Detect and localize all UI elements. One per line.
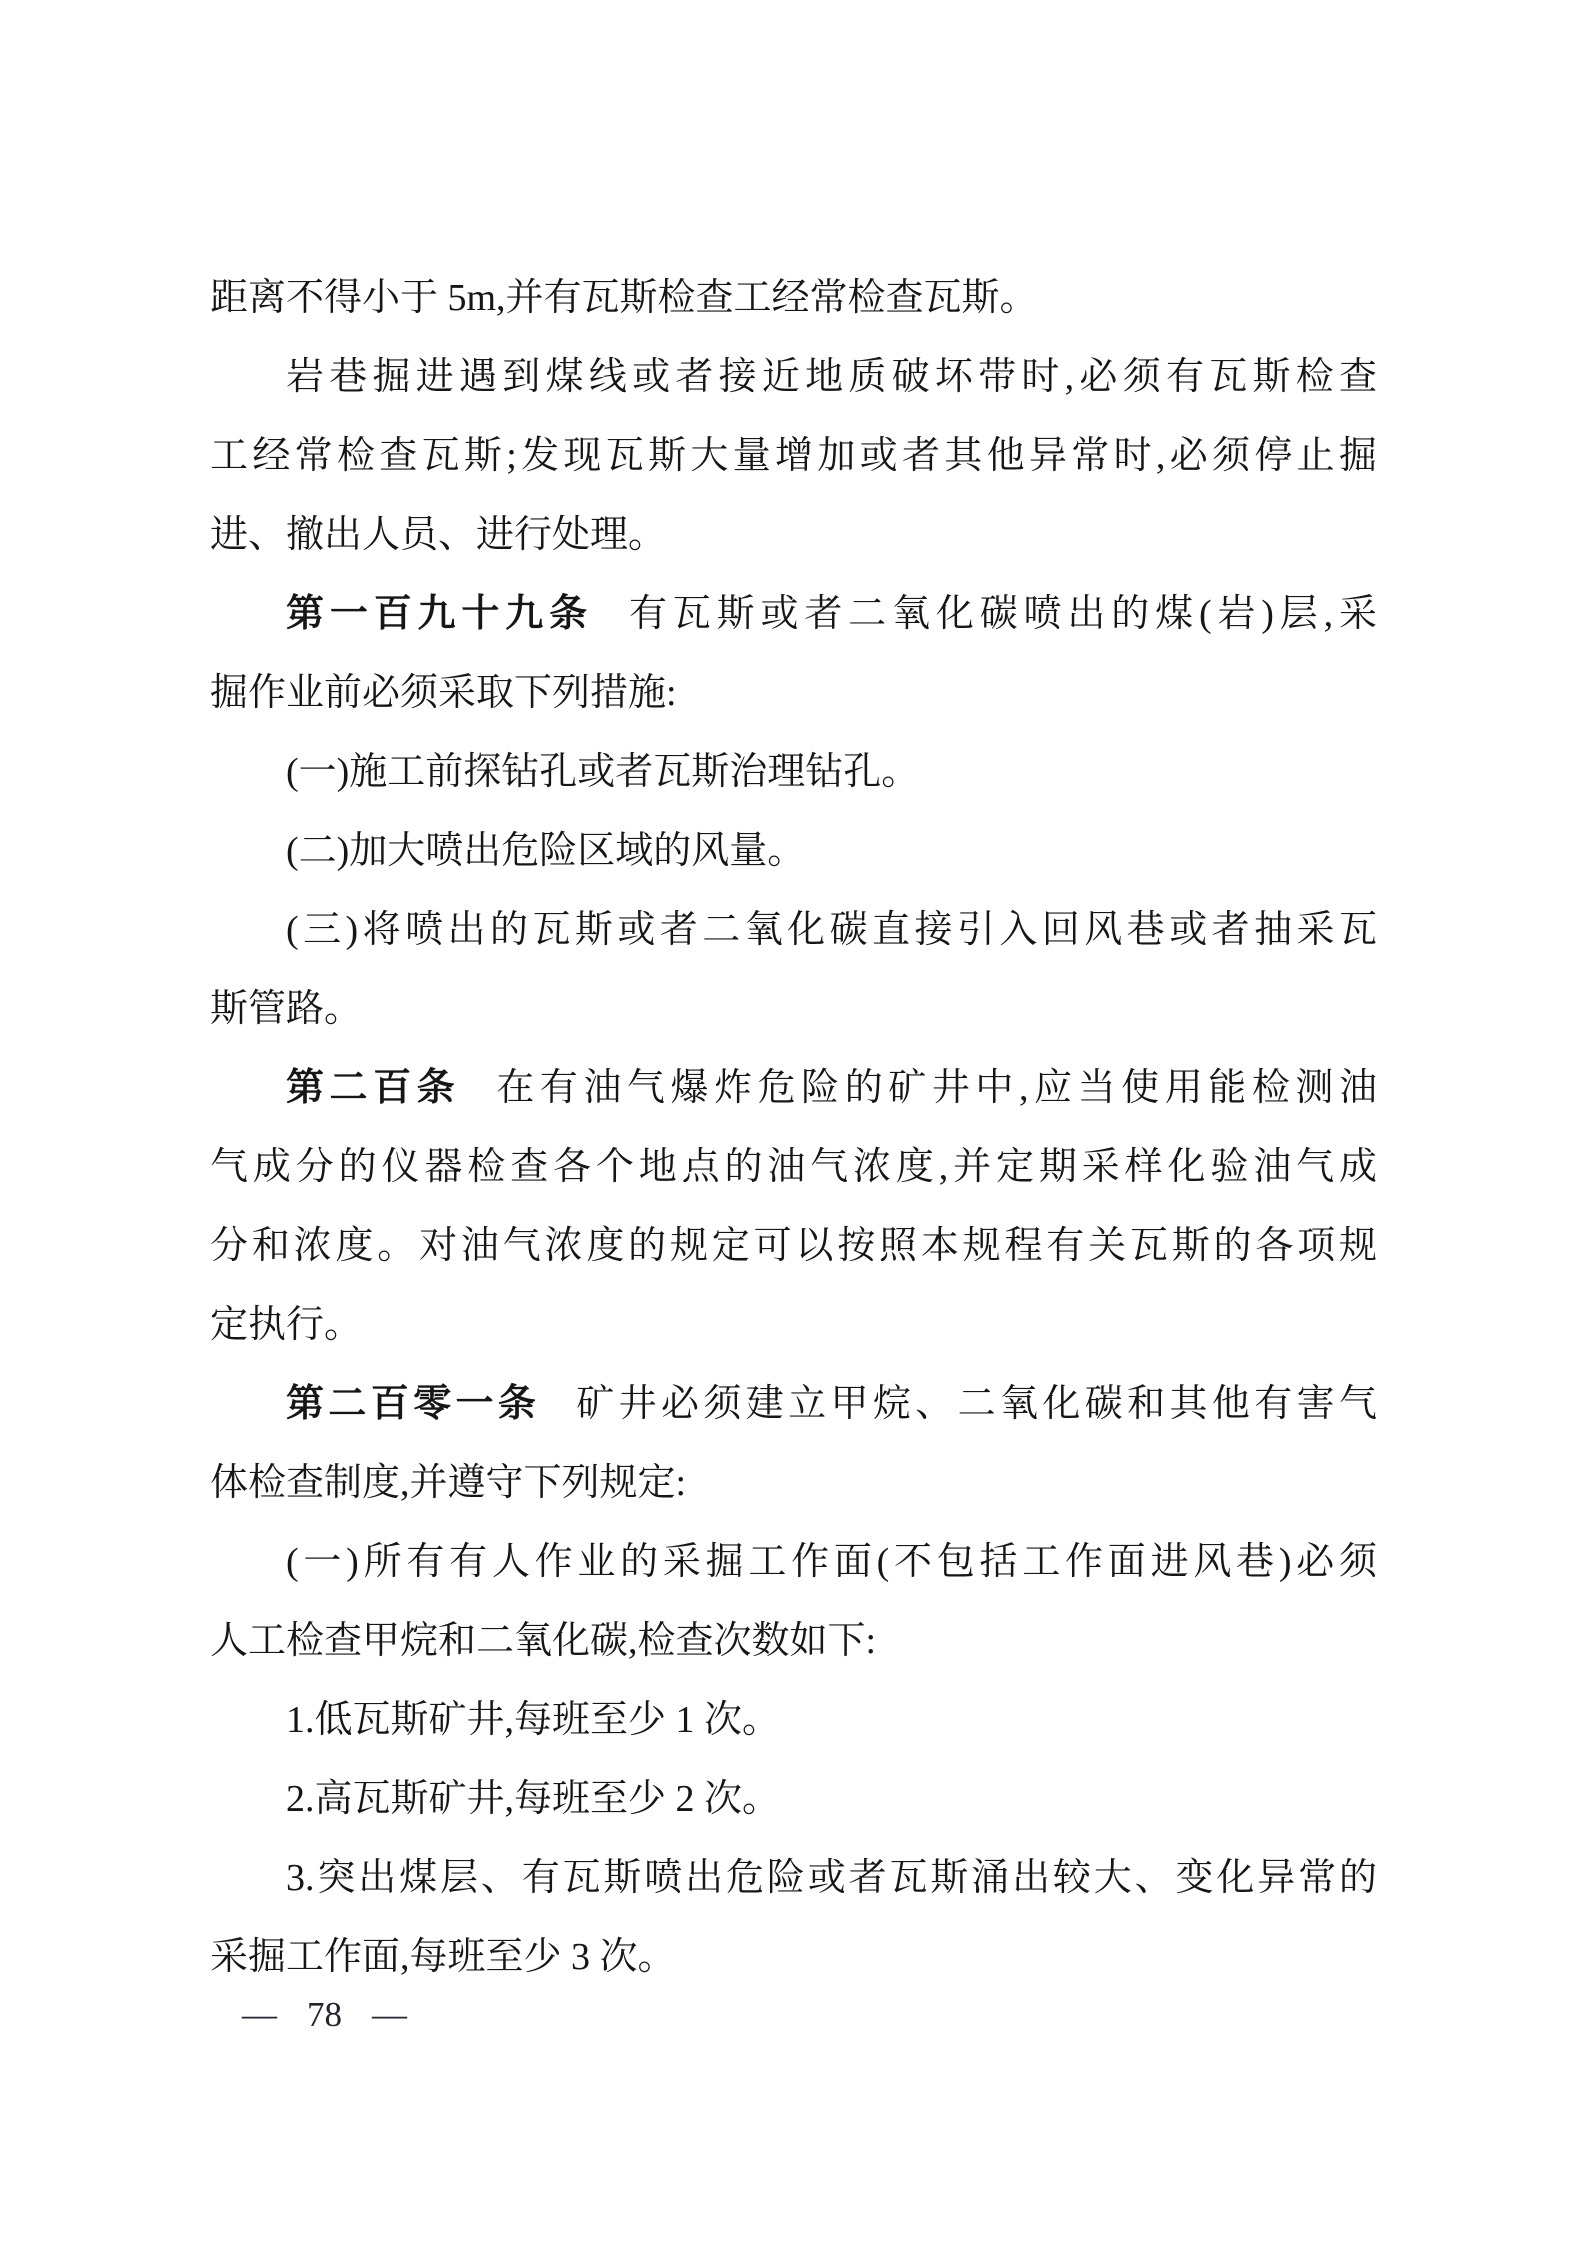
text-line-subitem-2: 2.高瓦斯矿井,每班至少 2 次。 bbox=[286, 1778, 781, 1820]
text-line: 岩巷掘进遇到煤线或者接近地质破坏带时,必须有瓦斯检查 bbox=[286, 356, 1377, 398]
text-line: 进、撤出人员、进行处理。 bbox=[210, 514, 667, 556]
text-line-article-201 bbox=[210, 1365, 1377, 1444]
text-line-item-1: (一)所有有人作业的采掘工作面(不包括工作面进风巷)必须 bbox=[286, 1541, 1377, 1583]
text-line-article-200 bbox=[210, 1049, 1377, 1128]
text-line: 人工检查甲烷和二氧化碳,检查次数如下: bbox=[210, 1620, 877, 1662]
text-line-subitem-1: 1.低瓦斯矿井,每班至少 1 次。 bbox=[286, 1699, 781, 1741]
text-line-article-199 bbox=[210, 575, 1377, 654]
text-line: 体检查制度,并遵守下列规定: bbox=[210, 1462, 687, 1504]
article-number-200: 第二百条 bbox=[286, 1067, 461, 1109]
article-199-text: 有瓦斯或者二氧化碳喷出的煤(岩)层,采 bbox=[628, 593, 1377, 635]
page-number: 78 bbox=[307, 1995, 342, 2034]
article-number-201: 第二百零一条 bbox=[286, 1383, 541, 1425]
text-line: 距离不得小于 5m,并有瓦斯检查工经常检查瓦斯。 bbox=[210, 277, 1038, 319]
text-line-item-3: (三)将喷出的瓦斯或者二氧化碳直接引入回风巷或者抽采瓦 bbox=[286, 909, 1377, 951]
text-line: 定执行。 bbox=[210, 1304, 363, 1346]
text-line: 掘作业前必须采取下列措施: bbox=[210, 672, 677, 714]
text-line-item-2: (二)加大喷出危险区域的风量。 bbox=[286, 830, 806, 872]
text-line-item-1: (一)施工前探钻孔或者瓦斯治理钻孔。 bbox=[286, 751, 920, 793]
footer-dash-left: — bbox=[242, 1995, 277, 2034]
body-text-block bbox=[210, 259, 1377, 1997]
article-200-text: 在有油气爆炸危险的矿井中,应当使用能检测油 bbox=[496, 1067, 1377, 1109]
text-line: 分和浓度。对油气浓度的规定可以按照本规程有关瓦斯的各项规 bbox=[210, 1225, 1377, 1267]
text-line-subitem-3: 3.突出煤层、有瓦斯喷出危险或者瓦斯涌出较大、变化异常的 bbox=[286, 1857, 1377, 1899]
text-line: 采掘工作面,每班至少 3 次。 bbox=[210, 1936, 676, 1978]
article-number-199: 第一百九十九条 bbox=[286, 593, 593, 635]
text-line: 气成分的仪器检查各个地点的油气浓度,并定期采样化验油气成 bbox=[210, 1146, 1377, 1188]
footer-dash-right: — bbox=[372, 1995, 407, 2034]
page-number-footer bbox=[242, 1994, 407, 2036]
text-line: 工经常检查瓦斯;发现瓦斯大量增加或者其他异常时,必须停止掘 bbox=[210, 435, 1377, 477]
article-201-text: 矿井必须建立甲烷、二氧化碳和其他有害气 bbox=[576, 1383, 1377, 1425]
text-line: 斯管路。 bbox=[210, 988, 363, 1030]
